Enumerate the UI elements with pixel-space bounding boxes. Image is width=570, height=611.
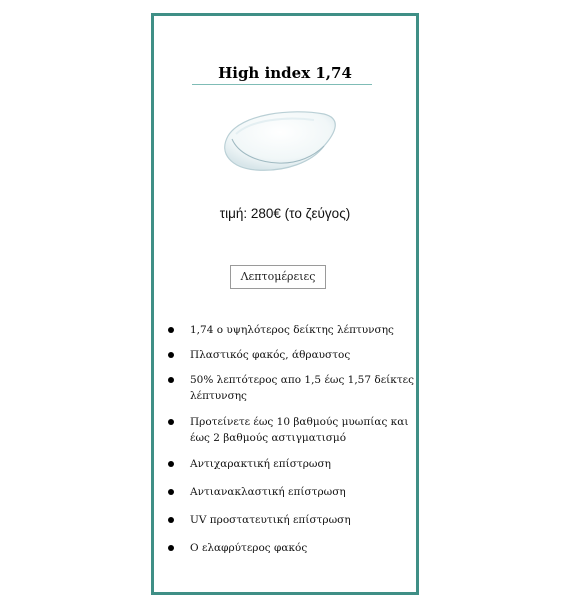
product-title: High index 1,74 xyxy=(218,64,352,82)
bullet-icon xyxy=(168,517,174,523)
price-text: τιμή: 280€ (το ζεύγος) xyxy=(219,206,351,221)
bullet-icon xyxy=(168,327,174,333)
title-underline xyxy=(192,84,372,85)
feature-text: UV προστατευτική επίστρωση xyxy=(190,514,351,526)
feature-text: Ο ελαφρύτερος φακός xyxy=(190,542,308,554)
lens-icon xyxy=(216,106,340,176)
list-item xyxy=(168,540,418,564)
feature-text: 50% λεπτότερος απο 1,5 έως 1,57 δείκτες λέπτυνσης xyxy=(190,374,414,402)
bullet-icon xyxy=(168,377,174,383)
feature-list xyxy=(168,322,418,564)
list-item xyxy=(168,322,418,347)
list-item xyxy=(168,456,418,484)
bullet-icon xyxy=(168,352,174,358)
feature-text: 1,74 ο υψηλότερος δείκτης λέπτυνσης xyxy=(190,324,394,336)
list-item xyxy=(168,372,418,414)
list-item xyxy=(168,512,418,540)
feature-text: Προτείνετε έως 10 βαθμούς μυωπίας και έως 2 βαθμούς αστιγματισμό xyxy=(190,416,409,444)
bullet-icon xyxy=(168,545,174,551)
list-item xyxy=(168,484,418,512)
feature-text: Αντιχαρακτική επίστρωση xyxy=(190,458,331,470)
bullet-icon xyxy=(168,461,174,467)
bullet-icon xyxy=(168,419,174,425)
list-item xyxy=(168,414,418,456)
list-item xyxy=(168,347,418,372)
feature-text: Αντιανακλαστική επίστρωση xyxy=(190,486,346,498)
bullet-icon xyxy=(168,489,174,495)
details-button[interactable]: Λεπτομέρειες xyxy=(230,265,326,289)
product-card xyxy=(151,13,419,595)
feature-text: Πλαστικός φακός, άθραυστος xyxy=(190,349,351,361)
